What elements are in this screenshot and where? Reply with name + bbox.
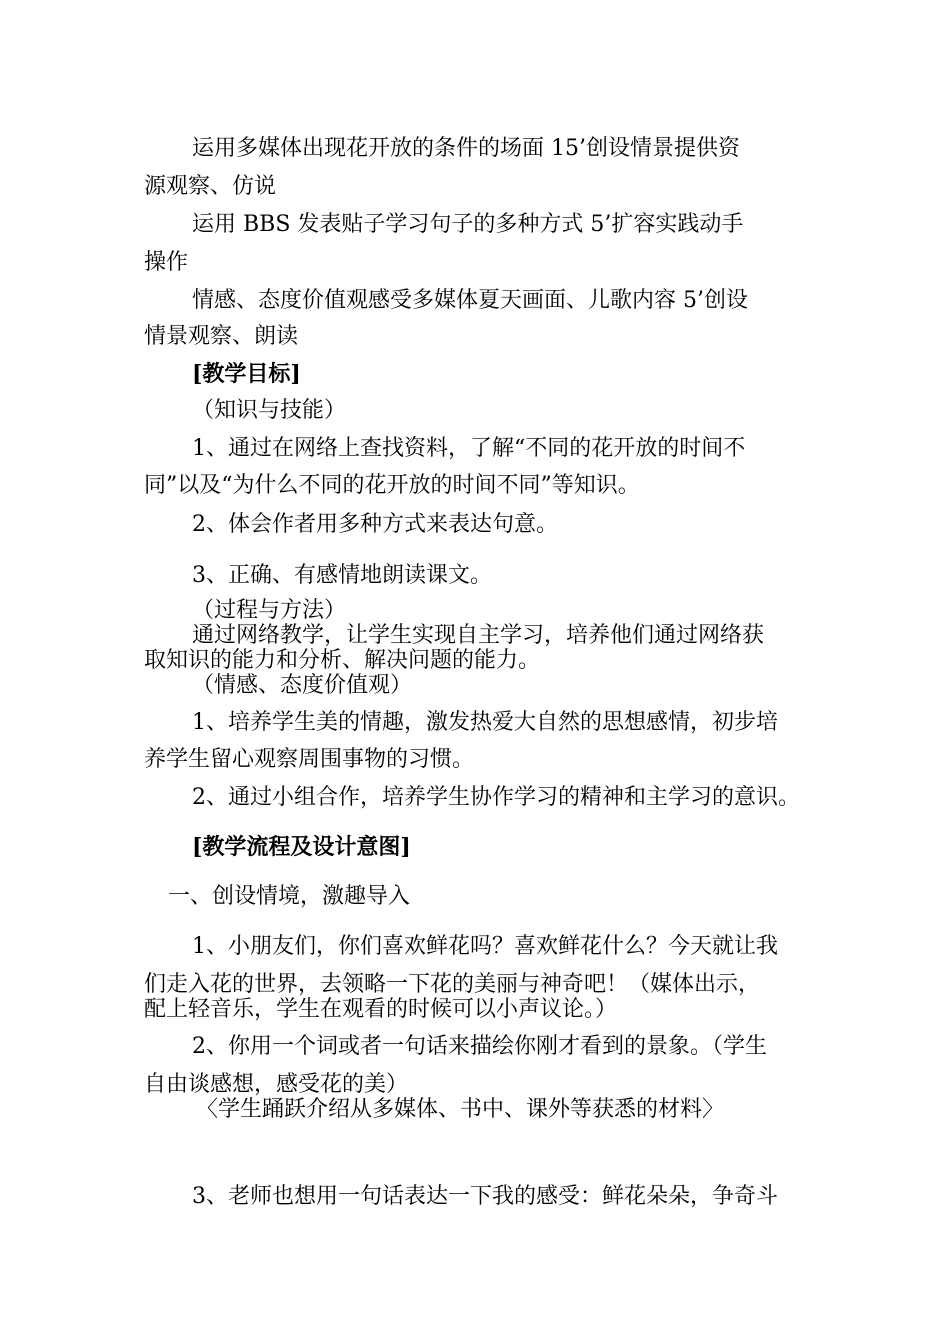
subsection-title: （情感、态度价值观） — [192, 673, 413, 698]
text-line: 们走入花的世界，去领略一下花的美丽与神奇吧！（媒体出示， — [144, 972, 761, 997]
text-line: 操作 — [144, 250, 189, 275]
text-line: 运用 BBS 发表贴子学习句子的多种方式 5’扩容实践动手 — [192, 212, 744, 237]
text-line: 〈学生踊跃介绍从多媒体、书中、课外等获悉的材料〉 — [196, 1097, 725, 1122]
text-line: 2、你用一个词或者一句话来描绘你刚才看到的景象。（学生 — [192, 1034, 767, 1059]
text-line: 3、正确、有感情地朗读课文。 — [192, 563, 492, 588]
text-line: 同”以及“为什么不同的花开放的时间不同”等知识。 — [144, 473, 640, 498]
text-line: 1、小朋友们，你们喜欢鲜花吗？喜欢鲜花什么？今天就让我 — [192, 934, 778, 959]
text-line: 配上轻音乐，学生在观看的时候可以小声议论。） — [144, 997, 618, 1022]
text-line: 取知识的能力和分析、解决问题的能力。 — [144, 648, 541, 673]
section-heading: [教学流程及设计意图] — [192, 834, 411, 860]
step-title: 一、创设情境，激趣导入 — [168, 884, 411, 909]
text-line: 3、老师也想用一句话表达一下我的感受：鲜花朵朵，争奇斗 — [192, 1184, 778, 1209]
subsection-title: （过程与方法） — [192, 598, 347, 623]
text-line: 通过网络教学，让学生实现自主学习，培养他们通过网络获 — [192, 623, 765, 648]
text-line: 情景观察、朗读 — [144, 324, 299, 349]
section-heading: [教学目标] — [192, 361, 301, 387]
text-line: 2、通过小组合作，培养学生协作学习的精神和主学习的意识。 — [192, 785, 800, 810]
text-line: 源观察、仿说 — [144, 174, 277, 199]
subsection-title: （知识与技能） — [192, 398, 347, 423]
text-line: 1、通过在网络上查找资料，了解“不同的花开放的时间不 — [192, 436, 746, 461]
text-line: 2、体会作者用多种方式来表达句意。 — [192, 512, 558, 537]
text-line: 养学生留心观察周围事物的习惯。 — [144, 747, 475, 772]
text-line: 运用多媒体出现花开放的条件的场面 15’创设情景提供资 — [192, 136, 740, 161]
text-line: 自由谈感想，感受花的美） — [144, 1072, 409, 1097]
text-line: 1、培养学生美的情趣，激发热爱大自然的思想感情，初步培 — [192, 710, 778, 735]
text-line: 情感、态度价值观感受多媒体夏天画面、儿歌内容 5’创设 — [192, 288, 748, 313]
